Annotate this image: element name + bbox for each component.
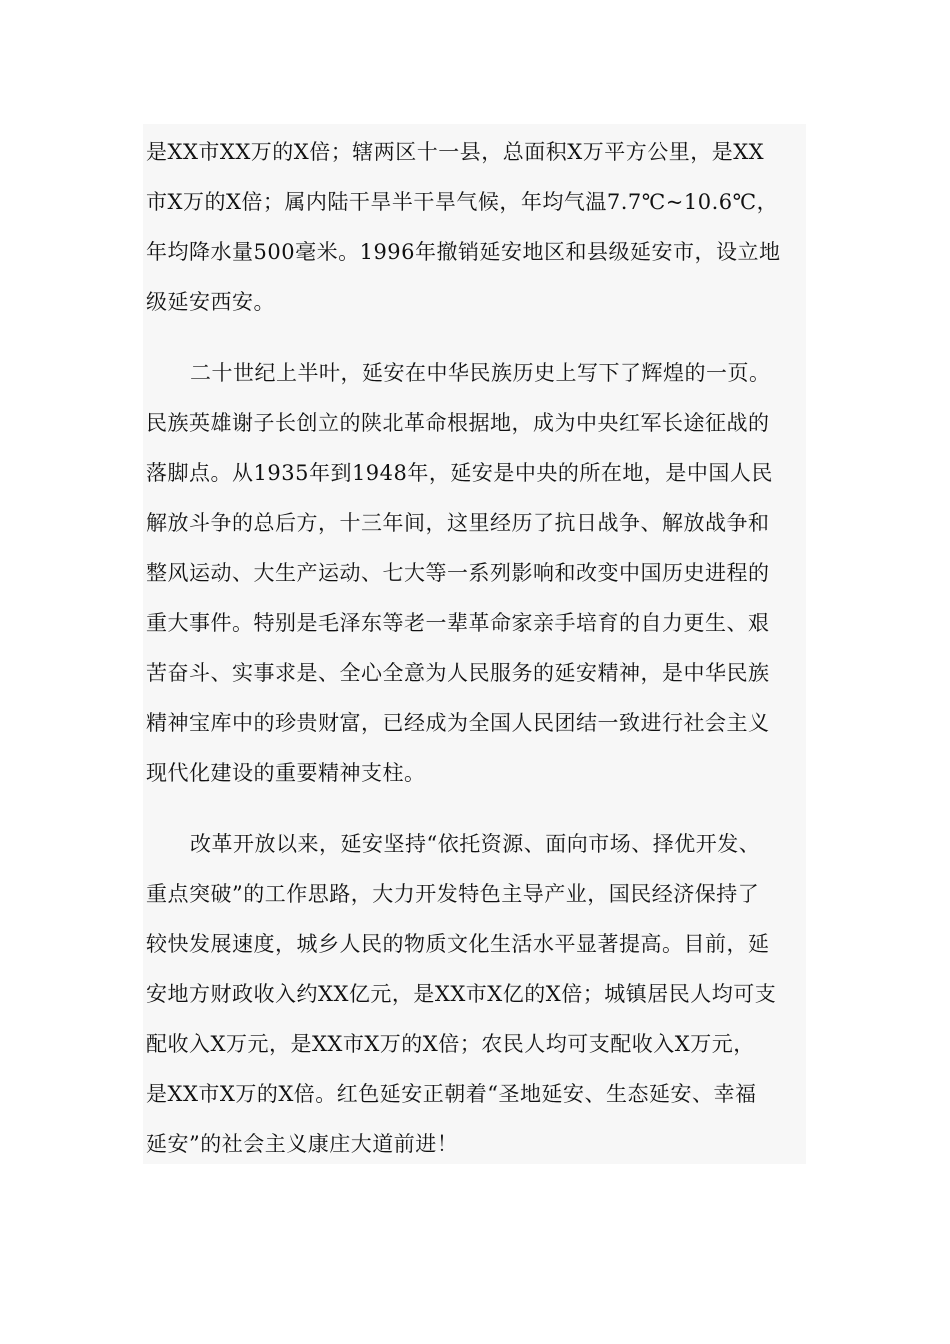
text-line: 精神宝库中的珍贵财富，已经成为全国人民团结一致进行社会主义 bbox=[146, 711, 770, 735]
text-line: 整风运动、大生产运动、七大等一系列影响和改变中国历史进程的 bbox=[146, 561, 770, 585]
text-line: 配收入X万元，是XX市X万的X倍；农民人均可支配收入X万元， bbox=[146, 1032, 755, 1056]
text-line: 民族英雄谢子长创立的陕北革命根据地，成为中央红军长途征战的 bbox=[146, 411, 770, 435]
text-line: 重点突破”的工作思路，大力开发特色主导产业，国民经济保持了 bbox=[146, 882, 760, 906]
paragraph-1 bbox=[143, 127, 806, 327]
paragraph-2 bbox=[143, 348, 806, 798]
text-line: 落脚点。从1935年到1948年，延安是中央的所在地，是中国人民 bbox=[146, 461, 773, 485]
text-line: 现代化建设的重要精神支柱。 bbox=[146, 761, 426, 785]
text-line: 解放斗争的总后方，十三年间，这里经历了抗日战争、解放战争和 bbox=[146, 511, 770, 535]
text-line: 重大事件。特别是毛泽东等老一辈革命家亲手培育的自力更生、艰 bbox=[146, 611, 770, 635]
text-line: 苦奋斗、实事求是、全心全意为人民服务的延安精神，是中华民族 bbox=[146, 661, 770, 685]
text-line: 延安”的社会主义康庄大道前进！ bbox=[146, 1132, 459, 1156]
text-line: 二十世纪上半叶，延安在中华民族历史上写下了辉煌的一页。 bbox=[190, 361, 771, 385]
text-line: 改革开放以来，延安坚持“依托资源、面向市场、择优开发、 bbox=[190, 832, 761, 856]
text-line: 年均降水量500毫米。1996年撤销延安地区和县级延安市，设立地 bbox=[146, 240, 781, 264]
document-body bbox=[143, 124, 806, 1164]
text-line: 安地方财政收入约XX亿元，是XX市X亿的X倍；城镇居民人均可支 bbox=[146, 982, 777, 1006]
text-line: 市X万的X倍；属内陆干旱半干旱气候，年均气温7.7℃~10.6℃， bbox=[146, 190, 779, 214]
text-line: 较快发展速度，城乡人民的物质文化生活水平显著提高。目前，延 bbox=[146, 932, 770, 956]
text-line: 是XX市X万的X倍。红色延安正朝着“圣地延安、生态延安、幸福 bbox=[146, 1082, 757, 1106]
text-line: 级延安西安。 bbox=[146, 290, 275, 314]
paragraph-3 bbox=[143, 819, 806, 1169]
text-line: 是XX市XX万的X倍；辖两区十一县，总面积X万平方公里，是XX bbox=[146, 140, 765, 164]
